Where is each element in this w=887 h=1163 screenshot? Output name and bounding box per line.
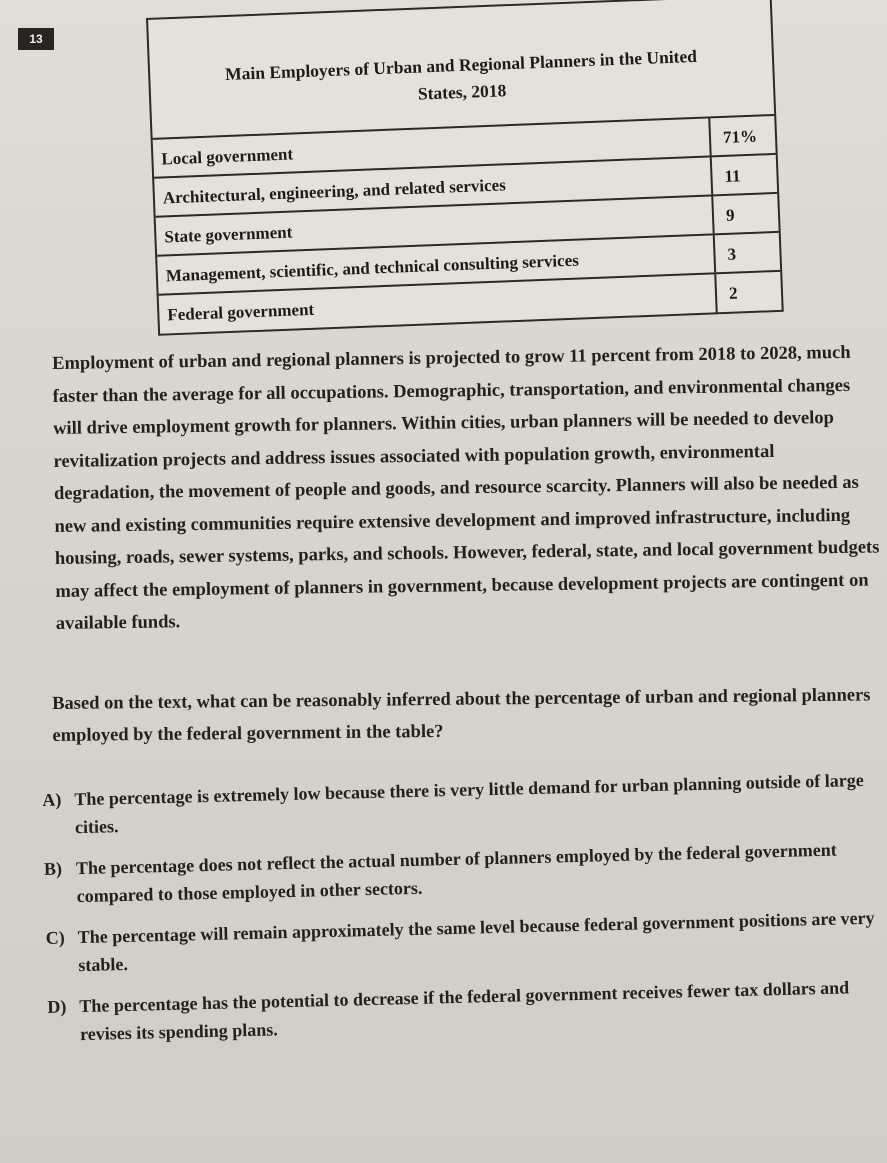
table-row-label: Local government <box>161 144 294 169</box>
table-row-value: 2 <box>714 272 781 314</box>
choice-letter: D) <box>47 996 67 1017</box>
employers-table <box>146 0 784 336</box>
choice-letter: B) <box>43 858 63 879</box>
answer-choices <box>42 765 887 1061</box>
table-row-label: State government <box>164 222 293 247</box>
passage-text: Employment of urban and regional planners is projected to grow 11 percent from 2018 to 2028, much faster than the average for all occupations. Demographic, transportation, and environmental changes will drive employment growth for planners. Within cities, urban planners will be needed to develop revitalization projects and address issues associated with population growth, environmental degradation, the movement of people and goods, and resource scarcity. Planners will also be needed as new and existing communities require extensive development and improved infrastructure, including housing, roads, sewer systems, parks, and schools. However, federal, state, and local government budgets may affect the employment of planners in government, because development projects are contingent on available funds. <box>52 342 880 634</box>
table-row-value: 3 <box>713 233 780 273</box>
choice-text: The percentage will remain approximately the same level because federal government positions are very stable. <box>77 907 875 976</box>
choice-a[interactable] <box>42 765 883 842</box>
question-number-badge: 13 <box>18 28 54 50</box>
choice-b[interactable] <box>44 834 885 911</box>
table-title-line1: Main Employers of Urban and Regional Planners in the United <box>224 45 698 84</box>
table-row-value: 71% <box>708 116 775 156</box>
table-row-value: 9 <box>711 194 778 234</box>
table-row-label: Management, scientific, and technical consulting services <box>165 250 580 286</box>
table-row-label: Federal government <box>167 299 315 325</box>
choice-letter: C) <box>45 927 65 948</box>
choice-letter: A) <box>42 789 62 810</box>
table-title-line2: States, 2018 <box>417 80 507 104</box>
choice-text: The percentage has the potential to decrease if the federal government receives fewer tax dollars and revises its spending plans. <box>79 977 850 1045</box>
choice-text: The percentage does not reflect the actual number of planners employed by the federal government compared to those employed in other sectors. <box>75 839 837 907</box>
choice-text: The percentage is extremely low because there is very little demand for urban planning outside of large cities. <box>74 769 864 838</box>
table-row-value: 11 <box>710 155 777 195</box>
choice-d[interactable] <box>47 972 887 1049</box>
choice-c[interactable] <box>45 903 886 980</box>
table-row-label: Architectural, engineering, and related services <box>162 175 507 208</box>
question-stem: Based on the text, what can be reasonably inferred about the percentage of urban and regional planners employed by the federal government in the table? <box>52 685 871 746</box>
